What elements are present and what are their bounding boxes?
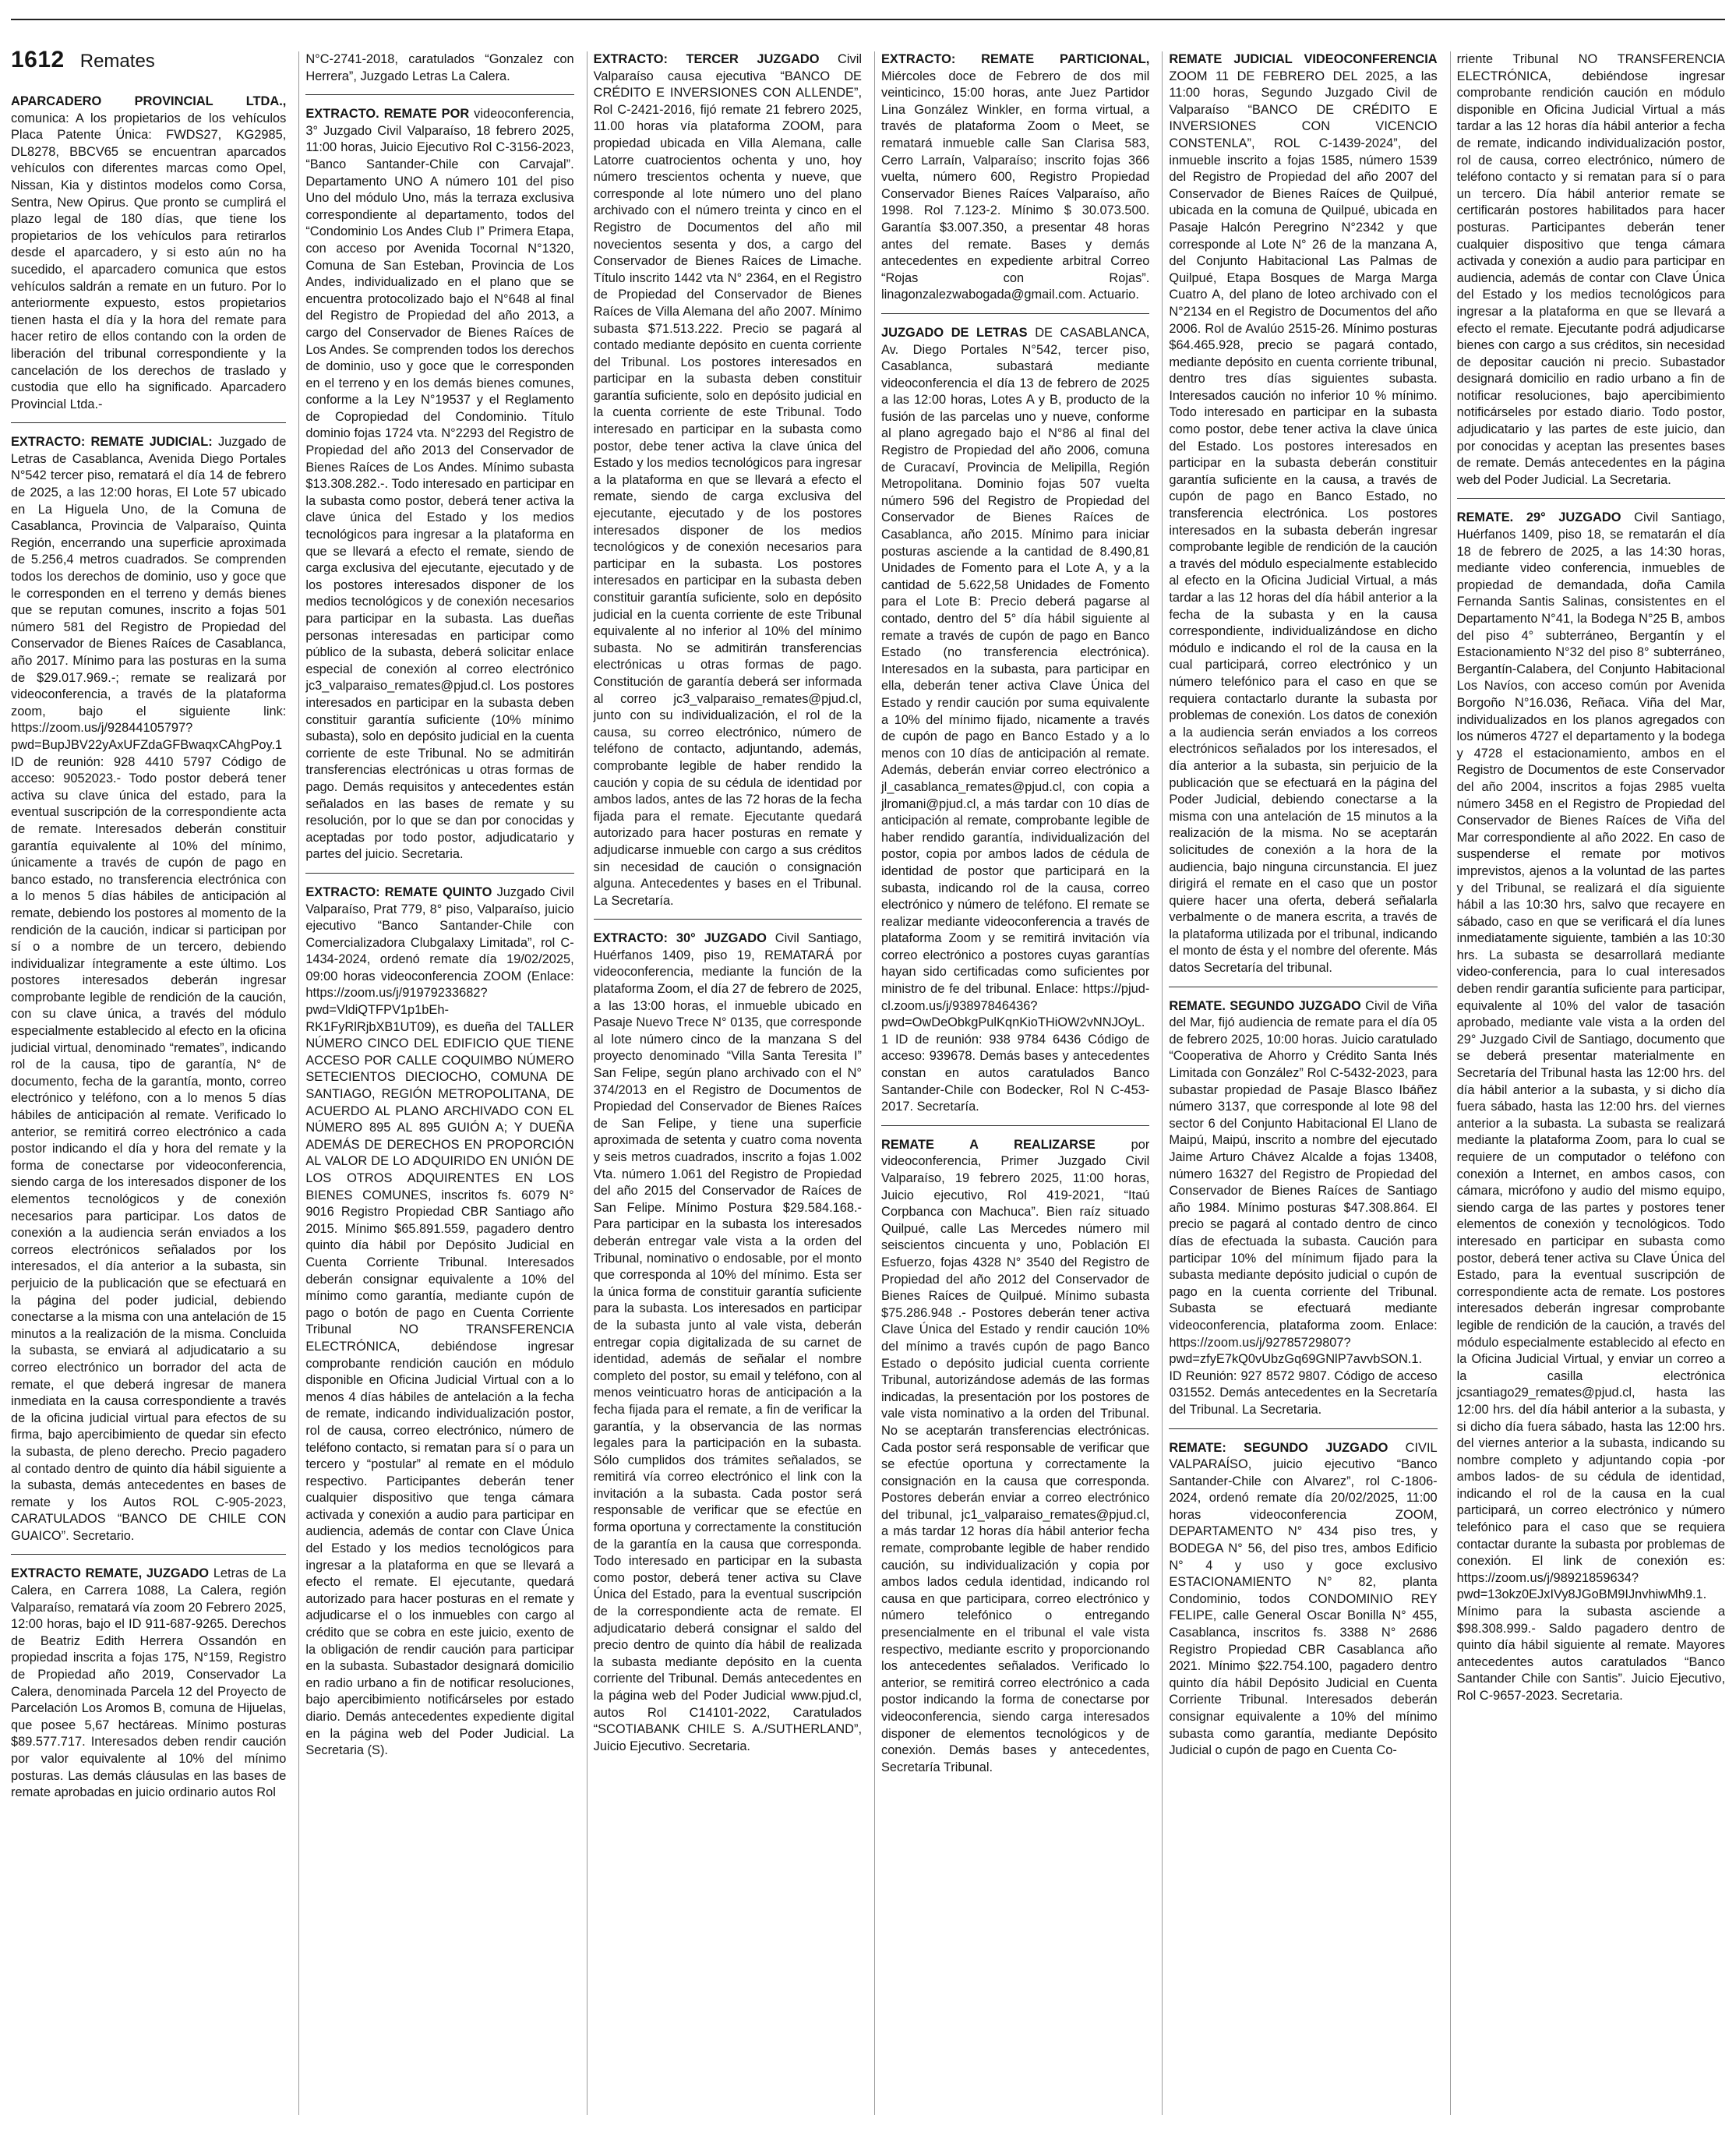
notice bbox=[1169, 998, 1437, 1429]
notice bbox=[11, 434, 286, 1555]
notice-body: DE CASABLANCA, Av. Diego Portales N°542, tercer piso, Casablanca, subastará mediante videoconferencia el día 13 de febrero de 2025 a las 12:00 horas, Lotes A y B, producto de la fusión de las parcelas uno y nueve, conforme al plano agregado bajo el N°86 al final del Registro de Propiedad del año 2006, comuna de Curacaví, Provincia de Melipilla, Región Metropolitana. Dominio fojas 507 vuelta número 596 del Registro de Propiedad del Conservador de Bienes Raíces de Casablanca, año 2015. Mínimo para iniciar posturas asciende a la cantidad de 8.490,81 Unidades de Fomento para el Lote A, y a la cantidad de 5.622,58 Unidades de Fomento para el Lote B: Precio deberá pagarse al contado, dentro del 5° día hábil siguiente al remate a través de cupón de pago en Banco Estado (no transferencia electrónica). Interesados en la subasta, para participar en ella, deberán tener activa Clave Única del Estado y rendir caución por suma equivalente a 10% del mínimo fijado, nicamente a través de cupón de pago en Banco Estado y a lo menos con 10 días de anticipación al remate. Además, deberán enviar correo electrónico a jl_casablanca_remates@pjud.cl, con copia a jlromani@pjud.cl, a más tardar con 10 días de anticipación al remate, comprobante legible de haber rendido garantía, individualización del postor, copia por ambos lados de cédula de identidad de postor que participará en la subasta, indicando rol de la causa, correo electrónico y número de teléfono. El remate se realizar mediante videoconferencia a través de plataforma Zoom y se remitirá invitación vía correo electrónico a postores cuyas garantías hayan sido certificadas como suficientes por ministro de fe del tribunal. Enlace: https://pjud-cl.zoom.us/j/93897846436?pwd=OwDeObkgPulKqnKioTHiOW2vNNJOyL.1 ID de reunión: 938 9784 6436 Código de acceso: 939678. Demás bases y antecedentes constan en autos caratulados Banco Santander-Chile con Bodecker, Rol N C-453-2017. Secretaría. bbox=[881, 325, 1150, 1114]
notice-body: Juzgado Civil Valparaíso, Prat 779, 8° piso, Valparaíso, juicio ejecutivo “Banco Santander-Chile con Comercializadora Clubgalaxy Limitada”, rol C-1434-2024, ordenó remate día 19/02/2025, 09:00 horas videoconferencia ZOOM (Enlace: https://zoom.us/j/91979233682?pwd=VldiQTFPV1p1bEh-RK1FyRlRjbXB1UT09), es dueña del TALLER NÚMERO CINCO DEL EDIFICIO QUE TIENE ACCESO POR CALLE COQUIMBO NÚMERO SETECIENTOS DIECIOCHO, COMUNA DE SANTIAGO, REGIÓN METROPOLITANA, DE ACUERDO AL PLANO ARCHIVADO CON EL NÚMERO 895 AL 895 GUIÓN A; Y DUEÑA ADEMÁS DE DERECHOS EN PROPORCIÓN AL VALOR DE LO ADQUIRIDO EN UNIÓN DE LOS OTROS ADQUIRENTES EN LOS BIENES COMUNES, inscritos fs. 6079 N° 9016 Registro Propiedad CBR Santiago año 2015. Mínimo $65.891.559, pagadero dentro quinto día hábil por Depósito Judicial en Cuenta Corriente Tribunal. Interesados deberán consignar equivalente a 10% del mínimo como garantía, mediante cupón de pago o botón de pago en Cuenta Corriente Tribunal NO TRANSFERENCIA ELECTRÓNICA, debiéndose ingresar comprobante rendición caución en módulo disponible en Oficina Judicial Virtual con a lo menos 4 días hábiles de antelación a la fecha de remate, indicando individualización postor, rol de causa, correo electrónico, número de teléfono contacto, si rematan para sí o para un tercero y “postular” al remate en el módulo respectivo. Participantes deberán tener cualquier dispositivo que tenga cámara activada y conexión a audio para participar en audiencia, además de contar con Clave Única del Estado y los medios tecnológicos para ingresar a la plataforma en que se llevará a efecto el remate. El ejecutante, quedará autorizado para hacer posturas en el remate y adjudicarse el o los inmuebles con cargo al crédito que se cobra en este juicio, exento de la obligación de rendir caución para participar en la subasta. Subastador designará domicilio en radio urbano a fin de notificar resoluciones, bajo apercibimiento notificárseles por estado diario. Demás antecedentes expediente digital en la página web del Poder Judicial. La Secretaria (S). bbox=[305, 884, 574, 1758]
notice-heading: EXTRACTO: REMATE QUINTO bbox=[305, 884, 492, 899]
notice-heading: REMATE. 29° JUZGADO bbox=[1456, 510, 1621, 525]
notice-heading: EXTRACTO: 30° JUZGADO bbox=[593, 931, 767, 946]
notice-body: Civil de Viña del Mar, fijó audiencia de remate para el día 05 de febrero 2025, 10:00 horas. Juicio caratulado “Cooperativa de Ahorro y Crédito Santa Inés Limitada con González” Rol C-5432-2023, para subastar propiedad de Pasaje Blasco Ibáñez número 3137, que corresponde al lote 98 del sector 6 del Conjunto Habitacional El Llano de Maipú, Maipú, inscrito a nombre del ejecutado Jaime Arturo Chávez Alcalde a fojas 13408, número 16327 del Registro de Propiedad del Conservador de Bienes Raíces de Santiago año 1984. Mínimo posturas $47.308.864. El precio se pagará al contado dentro de cinco días de efectuada la subasta. Caución para participar 10% del mínimum fijado para la subasta mediante depósito judicial o cupón de pago en la cuenta corriente del Tribunal. Subasta se efectuará mediante videoconferencia, plataforma zoom. Enlace: https://zoom.us/j/92785729807?pwd=zfyE7kQ0vUbzGq69GNlP7avvbSON.1. ID Reunión: 927 8572 9807. Código de acceso 031552. Demás antecedentes en la Secretaría del Tribunal. La Secretaria. bbox=[1169, 998, 1438, 1417]
notice-body: rriente Tribunal NO TRANSFERENCIA ELECTRÓNICA, debiéndose ingresar comprobante rendición caución en módulo disponible en Oficina Judicial Virtual a más tardar a las 12 horas día hábil anterior a fecha de remate, indicando individualización postor, rol de causa, correo electrónico, número de teléfono contacto y si rematan para sí o para un tercero. Día hábil anterior remate se certificarán postores habilitados para hacer posturas. Participantes deberán tener cualquier dispositivo que tenga cámara activada y conexión a audio para participar en audiencia, además de contar con Clave Única del Estado y los medios tecnológicos para ingresar a la plataforma en que se llevará a efecto el remate. Ejecutante podrá adjudicarse bienes con cargo a sus créditos, sin necesidad de depositar caución ni precio. Subastador designará domicilio en radio urbano a fin de notificar resoluciones, bajo apercibimiento notificárseles por estado diario. Todo postor, adjudicatario y las partes de este juicio, dan por conocidas y aceptan las presentes bases de remate. Demás antecedentes en la página web del Poder Judicial. La Secretaria. bbox=[1456, 52, 1725, 487]
notice-heading: EXTRACTO: REMATE JUDICIAL: bbox=[11, 435, 213, 450]
notice bbox=[305, 106, 573, 874]
classifieds-columns bbox=[11, 51, 1725, 2115]
notice bbox=[881, 1137, 1149, 1786]
notice-body: Civil Valparaíso causa ejecutiva “BANCO DE CRÉDITO E INVERSIONES CON ALLENDE”, Rol C-2421-2016, fijó remate 21 febrero 2025, 11.00 horas vía plataforma ZOOM, para propiedad ubicada en Villa Alemana, calle Latorre cuatrocientos ochenta y uno, hoy número trescientos ochenta y nueve, que corresponde al lote número uno del plano archivado con el número treinta y cinco en el Registro de Documentos del año mil novecientos sesenta y dos, a cargo del Conservador de Bienes Raíces de Limache. Título inscrito 1442 vta N° 2364, en el Registro de Propiedad del Conservador de Bienes Raíces de Villa Alemana del año 2007. Mínimo subasta $71.513.222. Precio se pagará al contado mediante depósito en cuenta corriente del Tribunal. Los postores interesados en participar en la subasta deben constituir garantía suficiente, solo en depósito judicial en la cuenta corriente de este Tribunal. Todo interesado en participar en la subasta como postor, debe tener activa la clave única del Estado y los medios tecnológicos para ingresar a la plataforma en que se llevará a efecto el remate, siendo de carga exclusiva del ejecutante, ejecutado y de los postores interesados disponer de los medios tecnológicos y de conexión necesarios para participar en la subasta. Los postores interesados en participar en la subasta deben constituir garantía suficiente, solo en depósito judicial en la cuenta corriente de este Tribunal equivalente al no inferior al 10% del mínimo subasta. No se admitirán transferencias electrónicas u otras formas de pago. Constitución de garantía deberá ser informada al correo jc3_valparaiso_remates@pjud.cl, junto con su individualización, el rol de la causa, su correo electrónico, número de teléfono de contacto, adjuntando, además, comprobante legible de haber rendido la caución y copia de su cédula de identidad por ambos lados, antes de las 72 horas de la fecha fijada para el remate. Ejecutante quedará autorizado para hacer posturas en remate y adjudicarse inmueble con cargo a sus créditos sin necesidad de caución o consignación alguna. Antecedentes y bases en el Tribunal. La Secretaría. bbox=[593, 52, 862, 908]
notice-heading: REMATE. SEGUNDO JUZGADO bbox=[1169, 998, 1361, 1013]
notice-body: Letras de La Calera, en Carrera 1088, La Calera, región Valparaíso, rematará vía zoom 20 Febrero 2025, 12:00 horas, bajo el ID 911-687-9265. Derechos de Beatriz Edith Herrera Ossandón en propiedad inscrita a fojas 175, N°159, Registro de Propiedad año 2019, Conservador La Calera, denominada Parcela 12 del Proyecto de Parcelación Los Aromos B, comuna de Hijuelas, que posee 5,67 hectáreas. Mínimo posturas $89.577.717. Interesados deben rendir caución por valor equivalente al 10% del mínimo posturas. Las demás cláusulas en las bases de remate aprobadas en juicio ordinario autos Rol bbox=[11, 1566, 287, 1800]
notice bbox=[1169, 1440, 1437, 1769]
notice bbox=[594, 51, 862, 920]
notice bbox=[594, 930, 862, 1764]
notice bbox=[305, 884, 573, 1769]
notice-heading: REMATE JUDICIAL VIDEOCONFERENCIA bbox=[1169, 52, 1438, 66]
notice-body: comunica: A los propietarios de los vehículos Placa Patente Única: FWDS27, KG2985, DL8278, BBCV65 se encuentran aparcados vehículos con diferentes marcas como Opel, Nissan, Kia y distintos modelos como Corsa, Sentra, New Opirus. Que pronto se cumplirá el plazo legal de 180 días, que tiene los propietarios de los vehículos para retirarlos desde el aparcadero, y si esto aún no ha sucedido, el aparcadero comunica que estos vehículos saldrán a remate en un futuro. Por lo anteriormente expuesto, estos propietarios tienen hasta el día y la hora del remate para hacer retiro de ellos contando con la orden de liberación del tribunal correspondiente y la cancelación de los derechos de traslado y custodia que ello ha significado. Aparcadero Provincial Ltda.- bbox=[11, 111, 287, 411]
column-1 bbox=[11, 51, 286, 2115]
notice-heading: EXTRACTO. REMATE POR bbox=[305, 107, 470, 122]
notice bbox=[11, 94, 286, 423]
notice-heading: EXTRACTO REMATE, JUZGADO bbox=[11, 1566, 210, 1581]
column-6 bbox=[1450, 51, 1725, 2115]
notice-heading: EXTRACTO: TERCER JUZGADO bbox=[593, 52, 820, 66]
notice bbox=[1457, 510, 1725, 1714]
column-2 bbox=[298, 51, 573, 2115]
notice-heading: REMATE: SEGUNDO JUZGADO bbox=[1169, 1440, 1388, 1455]
notice bbox=[881, 325, 1149, 1126]
notice-heading: JUZGADO DE LETRAS bbox=[881, 325, 1028, 340]
notice bbox=[1457, 51, 1725, 499]
notice-body: Juzgado de Letras de Casablanca, Avenida Diego Portales N°542 tercer piso, rematará el día 14 de febrero de 2025, a las 12:00 horas, El Lote 57 ubicado en La Higuela Uno, de la Comuna de Casablanca, Provincia de Valparaíso, Quinta Región, encerrando una superficie aproximada de 5.256,4 metros cuadrados. Se comprenden todos los derechos de dominio, uso y goce que le corresponden en el terreno y demás bienes que se reputan comunes, inscrito a fojas 501 número 581 del Registro de Propiedad del Conservador de Bienes Raíces de Casablanca, año 2017. Mínimo para las posturas en la suma de $29.017.969.-; remate se realizará por videoconferencia, a través de la plataforma zoom, bajo el siguiente link: https://zoom.us/j/92844105797?pwd=BupJBV22yAxUFZdaGFBwaqxCAhgPoy.1 ID de reunión: 928 4410 5797 Código de acceso: 9052023.- Todo postor deberá tener activa su clave única del estado, para la eventual suscripción de la correspondiente acta de remate. Interesados deberán constituir garantía equivalente al 10% del mínimo, únicamente a través de cupón de pago en banco estado, no transferencia electrónica con a lo menos 5 días hábiles de anticipación al remate, debiendo los postores al momento de la rendición de la caución, indicar si participan por sí o a nombre de un tercero, debiendo individualizar íntegramente a este último. Los postores interesados deberán ingresar comprobante legible de rendición de la caución, con su clave única, a través del módulo especialmente establecido al efecto en la oficina judicial virtual, denominado “remates”, indicando rol de la causa, tipo de garantía, N° de documento, fecha de la garantía, monto, correo electrónico y teléfono, con a lo menos 5 días hábiles de anticipación al remate. Verificado lo anterior, se remitirá correo electrónico a cada postor indicando el día y hora del remate y la forma de conectarse por videoconferencia, siendo carga de los interesados disponer de los elementos tecnológicos y de conexión necesarios para participar. Los datos de conexión a la audiencia serán enviados a los correos electrónicos señalados por los interesados, el día anterior a la subasta, sin perjuicio de la publicación que se efectuará en la página del poder judicial, debiendo conectarse a la misma con una antelación de 15 minutos a la realización de la misma. Concluida la subasta, se enviará al adjudicatario a su correo electrónico un borrador del acta de remate, el que deberá ingresar de manera inmediata en la causa correspondiente a través de la oficina judicial virtual para efectos de su firma, bajo apercibimiento de quedar sin efecto la subasta, de pleno derecho. Precio pagadero al contado dentro de quinto día hábil siguiente a la subasta, demás antecedentes en bases de remate y los Autos ROL C-905-2023, CARATULADOS “BANCO DE CHILE CON GUAICO”. Secretario. bbox=[11, 435, 287, 1543]
notice-body: CIVIL VALPARAÍSO, juicio ejecutivo “Banco Santander-Chile con Alvarez”, rol C-1806-2024, ordenó remate día 20/02/2025, 11:00 horas videoconferencia ZOOM, DEPARTAMENTO N° 434 piso tres, y BODEGA N° 56, del piso tres, ambos Edificio N° 4 y uso y goce exclusivo ESTACIONAMIENTO N° 82, planta Condominio, todos CONDOMINIO REY FELIPE, calle General Oscar Bonilla N° 455, Casablanca, inscritos fs. 3388 N° 2686 Registro Propiedad CBR Casablanca año 2021. Mínimo $22.754.100, pagadero dentro quinto día hábil Depósito Judicial en Cuenta Corriente Tribunal. Interesados deberán consignar equivalente a 10% del mínimo subasta como garantía, mediante Depósito Judicial o cupón de pago en Cuenta Co- bbox=[1169, 1440, 1438, 1758]
notice-body: por videoconferencia, Primer Juzgado Civil Valparaíso, 19 febrero 2025, 11:00 horas, Juicio ejecutivo, Rol 419-2021, “Itaú Corpbanca con Machuca”. Bien raíz situado Quilpué, calle Las Mercedes número mil seiscientos cincuenta y uno, Población El Esfuerzo, fojas 4328 N° 3540 del Registro de Propiedad del año 2012 del Conservador de Bienes Raíces de Quilpué. Mínimo subasta $75.286.948 .- Postores deberán tener activa Clave Única del Estado y rendir caución 10% del mínimo a través cupón de pago Banco Estado o depósito judicial cuenta corriente Tribunal, autorizándose además de las formas indicadas, la presentación por los postores de vale vista nominativo a la orden del Tribunal. No se aceptarán transferencias electrónicas. Cada postor será responsable de verificar que se efectúe oportuna y correctamente la consignación en la causa que corresponda. Postores deberán enviar a correo electrónico del tribunal, jc1_valparaiso_remates@pjud.cl, a más tardar 12 horas día hábil anterior fecha remate, comprobante legible de haber rendido caución, su individualización y copia por ambos lados cedula identidad, indicando rol causa en que participara, correo electrónico y número telefónico o entregando presencialmente en el tribunal el vale vista respectivo, mediante escrito y proporcionando los antecedentes señalados. Verificado lo anterior, se remitirá correo electrónico a cada postor indicando la forma de conectarse por videoconferencia, siendo carga interesados disponer de elementos tecnológicos y de conexión. Demás bases y antecedentes, Secretaría Tribunal. bbox=[881, 1137, 1150, 1774]
column-3 bbox=[587, 51, 862, 2115]
notice-body: Civil Santiago, Huérfanos 1409, piso 18, se rematarán el día 18 de febrero de 2025, a las 14:30 horas, mediante video conferencia, inmuebles de propiedad de demandada, doña Camila Fernanda Santis Salinas, consistentes en el Departamento N°41, la Bodega N°25 B, ambos del piso 4° subterráneo, Bergantín y el Estacionamiento N°32 del piso 8° subterráneo, Bergantín-Calabera, del Conjunto Habitacional Los Navíos, con acceso común por Avenida Borgoño N°16.036, Reñaca. Viña del Mar, individualizados en los planos agregados con los números 4727 el departamento y la bodega y 4728 el estacionamiento, ambos en el Registro de Documentos de este Conservador del año 2004, inscritos a fojas 2985 vuelta número 3458 en el Registro de Propiedad del Conservador de Bienes Raíces de Viña del Mar correspondiente al año 2022. En caso de suspenderse el remate por motivos imprevistos, ajenos a la voluntad de las partes y del Tribunal, se realizará el día siguiente hábil a las 10:30 hrs, salvo que recayere en sábado, caso en que se verificará el día lunes inmediatamente siguiente, también a las 10:30 hrs. La subasta se desarrollará mediante video-conferencia, para lo cual interesados deben rendir garantía suficiente para participar, equivalente al 10% del valor de tasación aprobado, mediante vale vista a la orden del 29° Juzgado Civil de Santiago, documento que se deberá presentar materialmente en Secretaría del Tribunal hasta las 12:00 hrs. del día hábil anterior a la subasta, y si dicho día fuera sábado, hasta las 12:00 hrs. del viernes anterior a la subasta. La subasta se realizará mediante la plataforma Zoom, para lo cual se requiere de un computador o teléfono con conexión a Internet, en ambos casos, con cámara, micrófono y audio del mismo equipo, siendo carga de las partes y postores tener elementos de conexión y tecnológicos. Todo interesado en participar en subasta como postor, deberá tener activa su Clave Única del Estado, para la eventual suscripción de correspondiente acta de remate. Los postores interesados deberán ingresar comprobante legible de rendición de la caución, a través del módulo especialmente establecido al efecto en la Oficina Judicial Virtual, y enviar un correo a la casilla electrónica jcsantiago29_remates@pjud.cl, hasta las 12:00 hrs. del día hábil anterior a la subasta, y si dicho día fuera sábado, hasta las 12:00 hrs. del viernes anterior a la subasta, indicando su nombre completo y adjuntando copia -por ambos lados- de su cédula de identidad, indicando el rol de la causa en la cual participará, un correo electrónico y número telefónico para el caso que se requiera contactar durante la subasta por problemas de conexión. El link de conexión es: https://zoom.us/j/98921859634?pwd=13okz0EJxIVy8JGoBM9IJnvhiwMh9.1. Mínimo para la subasta asciende a $98.308.999.- Saldo pagadero dentro de quinto día hábil siguiente al remate. Mayores antecedentes autos caratulados “Banco Santander Chile con Santis”. Juicio Ejecutivo, Rol C-9657-2023. Secretaria. bbox=[1456, 510, 1725, 1703]
notice-body: Civil Santiago, Huérfanos 1409, piso 19, REMATARÁ por videoconferencia, mediante la función de la plataforma Zoom, el día 27 de febrero de 2025, a las 13:00 horas, el inmueble ubicado en Pasaje Nuevo Trece N° 0135, que corresponde al lote número cinco de la manzana S del proyecto denominado “Villa Santa Teresita I” San Felipe, según plano archivado con el N° 374/2013 en el Registro de Documentos de Propiedad del Conservador de Bienes Raíces de San Felipe, y tiene una superficie aproximada de setenta y cuatro coma noventa y seis metros cuadrados, inscrito a fojas 1.002 Vta. número 1.061 del Registro de Propiedad del año 2015 del Conservador de Raíces de San Felipe. Mínimo Postura $29.584.168.- Para participar en la subasta los interesados deberán entregar vale vista a la orden del Tribunal, nominativo o endosable, por el monto que corresponda al 10% del mínimo. Esta ser la única forma de constituir garantía suficiente para la subasta. Los interesados en participar de la subasta junto al vale vista, deberán entregar copia digitalizada de su carnet de identidad, además de señalar el nombre completo del postor, su email y teléfono, con al menos veinticuatro horas de anticipación a la fecha fijada para el remate, a fin de verificar la garantía, y la observancia de las normas legales para la participación en la subasta. Sólo cumplidos dos trámites señalados, se remitirá vía correo electrónico el link con la invitación a la subasta. Cada postor será responsable de verificar que se efectúe en forma oportuna y correctamente la constitución de la garantía en la causa que corresponda. Todo interesado en participar en la subasta como postor, deberá tener activa su Clave Única del Estado, para la eventual suscripción de la correspondiente acta de remate. El adjudicatario deberá consignar el saldo del precio dentro de quinto día hábil de realizada la subasta mediante depósito en la cuenta corriente del Tribunal. Demás antecedentes en la página web del Poder Judicial www.pjud.cl, autos Rol C14101-2022, Caratulados “SCOTIABANK CHILE S. A./SUTHERLAND”, Juicio Ejecutivo. Secretaria. bbox=[593, 931, 862, 1753]
section-name: Remates bbox=[79, 51, 155, 72]
column-5 bbox=[1162, 51, 1437, 2115]
top-rule bbox=[11, 19, 1725, 20]
notice-heading: APARCADERO PROVINCIAL LTDA., bbox=[11, 94, 287, 108]
notice bbox=[1169, 51, 1437, 987]
page-number: 1612 bbox=[11, 47, 65, 72]
notice bbox=[11, 1566, 286, 1810]
column-4 bbox=[874, 51, 1149, 2115]
notice-heading: EXTRACTO: REMATE PARTICIONAL, bbox=[881, 52, 1150, 66]
notice-heading: REMATE A REALIZARSE bbox=[881, 1137, 1096, 1152]
notice-body: videoconferencia, 3° Juzgado Civil Valparaíso, 18 febrero 2025, 11:00 horas, Juicio Ejecutivo Rol C-3156-2023, “Banco Santander-Chile con Carvajal”. Departamento UNO A número 101 del piso Uno del módulo Uno, más la terraza exclusiva correspondiente al departamento, todos del “Condominio Los Andes Club I” Primera Etapa, con acceso por Avenida Tocornal N°1320, Comuna de San Esteban, Provincia de Los Andes, individualizado en el plano que se encuentra protocolizado bajo el N°648 al final del Registro de Propiedad del año 2013, a cargo del Conservador de Bienes Raíces de Los Andes. Se comprenden todos los derechos de dominio, uso y goce que le corresponden en el terreno y en los demás bienes comunes, conforme a la Ley N°19537 y el Reglamento de Copropiedad del Condominio. Título dominio fojas 1724 vta. N°2293 del Registro de Propiedad del año 2013 del Conservador de Bienes Raíces de Los Andes. Mínimo subasta $13.308.282.-. Todo interesado en participar en la subasta como postor, deberá tener activa la clave única del Estado y los medios tecnológicos para ingresar a la plataforma en que se llevará a efecto el remate, siendo de carga exclusiva del ejecutante, ejecutado y de los postores interesados disponer de los medios tecnológicos y de conexión necesarios para participar en la subasta. Las dueñas personas interesadas en participar como público de la subasta, deberá solicitar enlace especial de conexión al correo electrónico jc3_valparaiso_remates@pjud.cl. Los postores interesados en participar en la subasta deben constituir garantía suficiente (10% mínimo subasta), solo en depósito judicial en la cuenta corriente de este Tribunal. No se admitirán transferencias electrónicas u otras formas de pago. Demás requisitos y antecedentes están señalados en las bases de remate y su resolución, por lo que se dan por conocidas y aceptadas por todo postor, adjudicatario y partes del juicio. Secretaria. bbox=[305, 107, 574, 862]
notice bbox=[881, 51, 1149, 314]
notice-body: Miércoles doce de Febrero de dos mil veinticinco, 15:00 horas, ante Juez Partidor Lina González Winkler, en forma virtual, a través de plataforma Zoom o Meet, se rematará inmueble calle San Clarisa 583, Cerro Larraín, Valparaíso; inscrito fojas 366 vuelta, número 600, Registro Propiedad Conservador Bienes Raíces Valparaíso, año 1998. Rol 7.123-2. Mínimo $ 30.073.500. Garantía $3.007.350, a presentar 48 horas antes del remate. Bases y demás antecedentes en expediente arbitral Correo “Rojas con Rojas”. linagonzalezwabogada@gmail.com. Actuario. bbox=[881, 69, 1150, 302]
notice bbox=[305, 51, 573, 95]
notice-body: ZOOM 11 DE FEBRERO DEL 2025, a las 11:00 horas, Segundo Juzgado Civil de Valparaíso “BANCO DE CRÉDITO E INVERSIONES CON VICENCIO CONSTENLA”, ROL C-1439-2024”, del inmueble inscrito a fojas 1585, número 1539 del Registro de Propiedad del año 2007 del Conservador de Bienes Raíces de Quilpué, ubicada en la comuna de Quilpué, ubicada en Pasaje Halcón Peregrino N°2342 y que corresponde al Lote N° 26 de la manzana A, del Conjunto Habitacional Las Palmas de Quilpué, Etapa Bosques de Marga Marga Cuatro A, del plano de loteo archivado con el N°2134 en el Registro de Documentos del año 2006. Rol de Avalúo 2515-26. Mínimo posturas $64.465.928, precio se pagará contado, mediante depósito en cuenta corriente tribunal, dentro tres días siguientes subasta. Interesados caución no inferior 10 % mínimo. Todo interesado en participar en la subasta como postor, debe tener activa la clave única del Estado. Los postores interesados en participar en la subasta deberán constituir garantía suficiente en la causa, a través de cupón de pago en Banco Estado, no transferencia electrónica. Los postores interesados en la subasta deberán ingresar comprobante legible de rendición de la caución a través del módulo especialmente establecido al efecto en la Oficina Judicial Virtual, a más tardar a las 12 horas del día hábil anterior a la fecha de la subasta y en la causa correspondiente, individualizándose en dicho módulo e indicando el rol de la causa en la cual participará, correo electrónico y un número telefónico para el caso en que se requiera contactarlo durante la subasta por problemas de conexión. Los datos de conexión a la audiencia serán enviados a los correos electrónicos señalados por los interesados, el día anterior a la subasta, sin perjuicio de la publicación que se efectuará en la página del Poder Judicial, debiendo conectarse a la misma con una antelación de 15 minutos a la realización de la misma. No se aceptarán solicitudes de conexión a la hora de la audiencia, bajo ninguna circunstancia. El juez dirigirá el remate en el caso que un postor quiere hacer una oferta, deberá señalarla verbalmente o de manera escrita, a través de la plataforma utilizada por el tribunal, indicando el monto de ésta y el nombre del oferente. Más datos Secretaría del tribunal. bbox=[1169, 69, 1438, 976]
notice-body: N°C-2741-2018, caratulados “Gonzalez con Herrera”, Juzgado Letras La Calera. bbox=[305, 52, 574, 83]
